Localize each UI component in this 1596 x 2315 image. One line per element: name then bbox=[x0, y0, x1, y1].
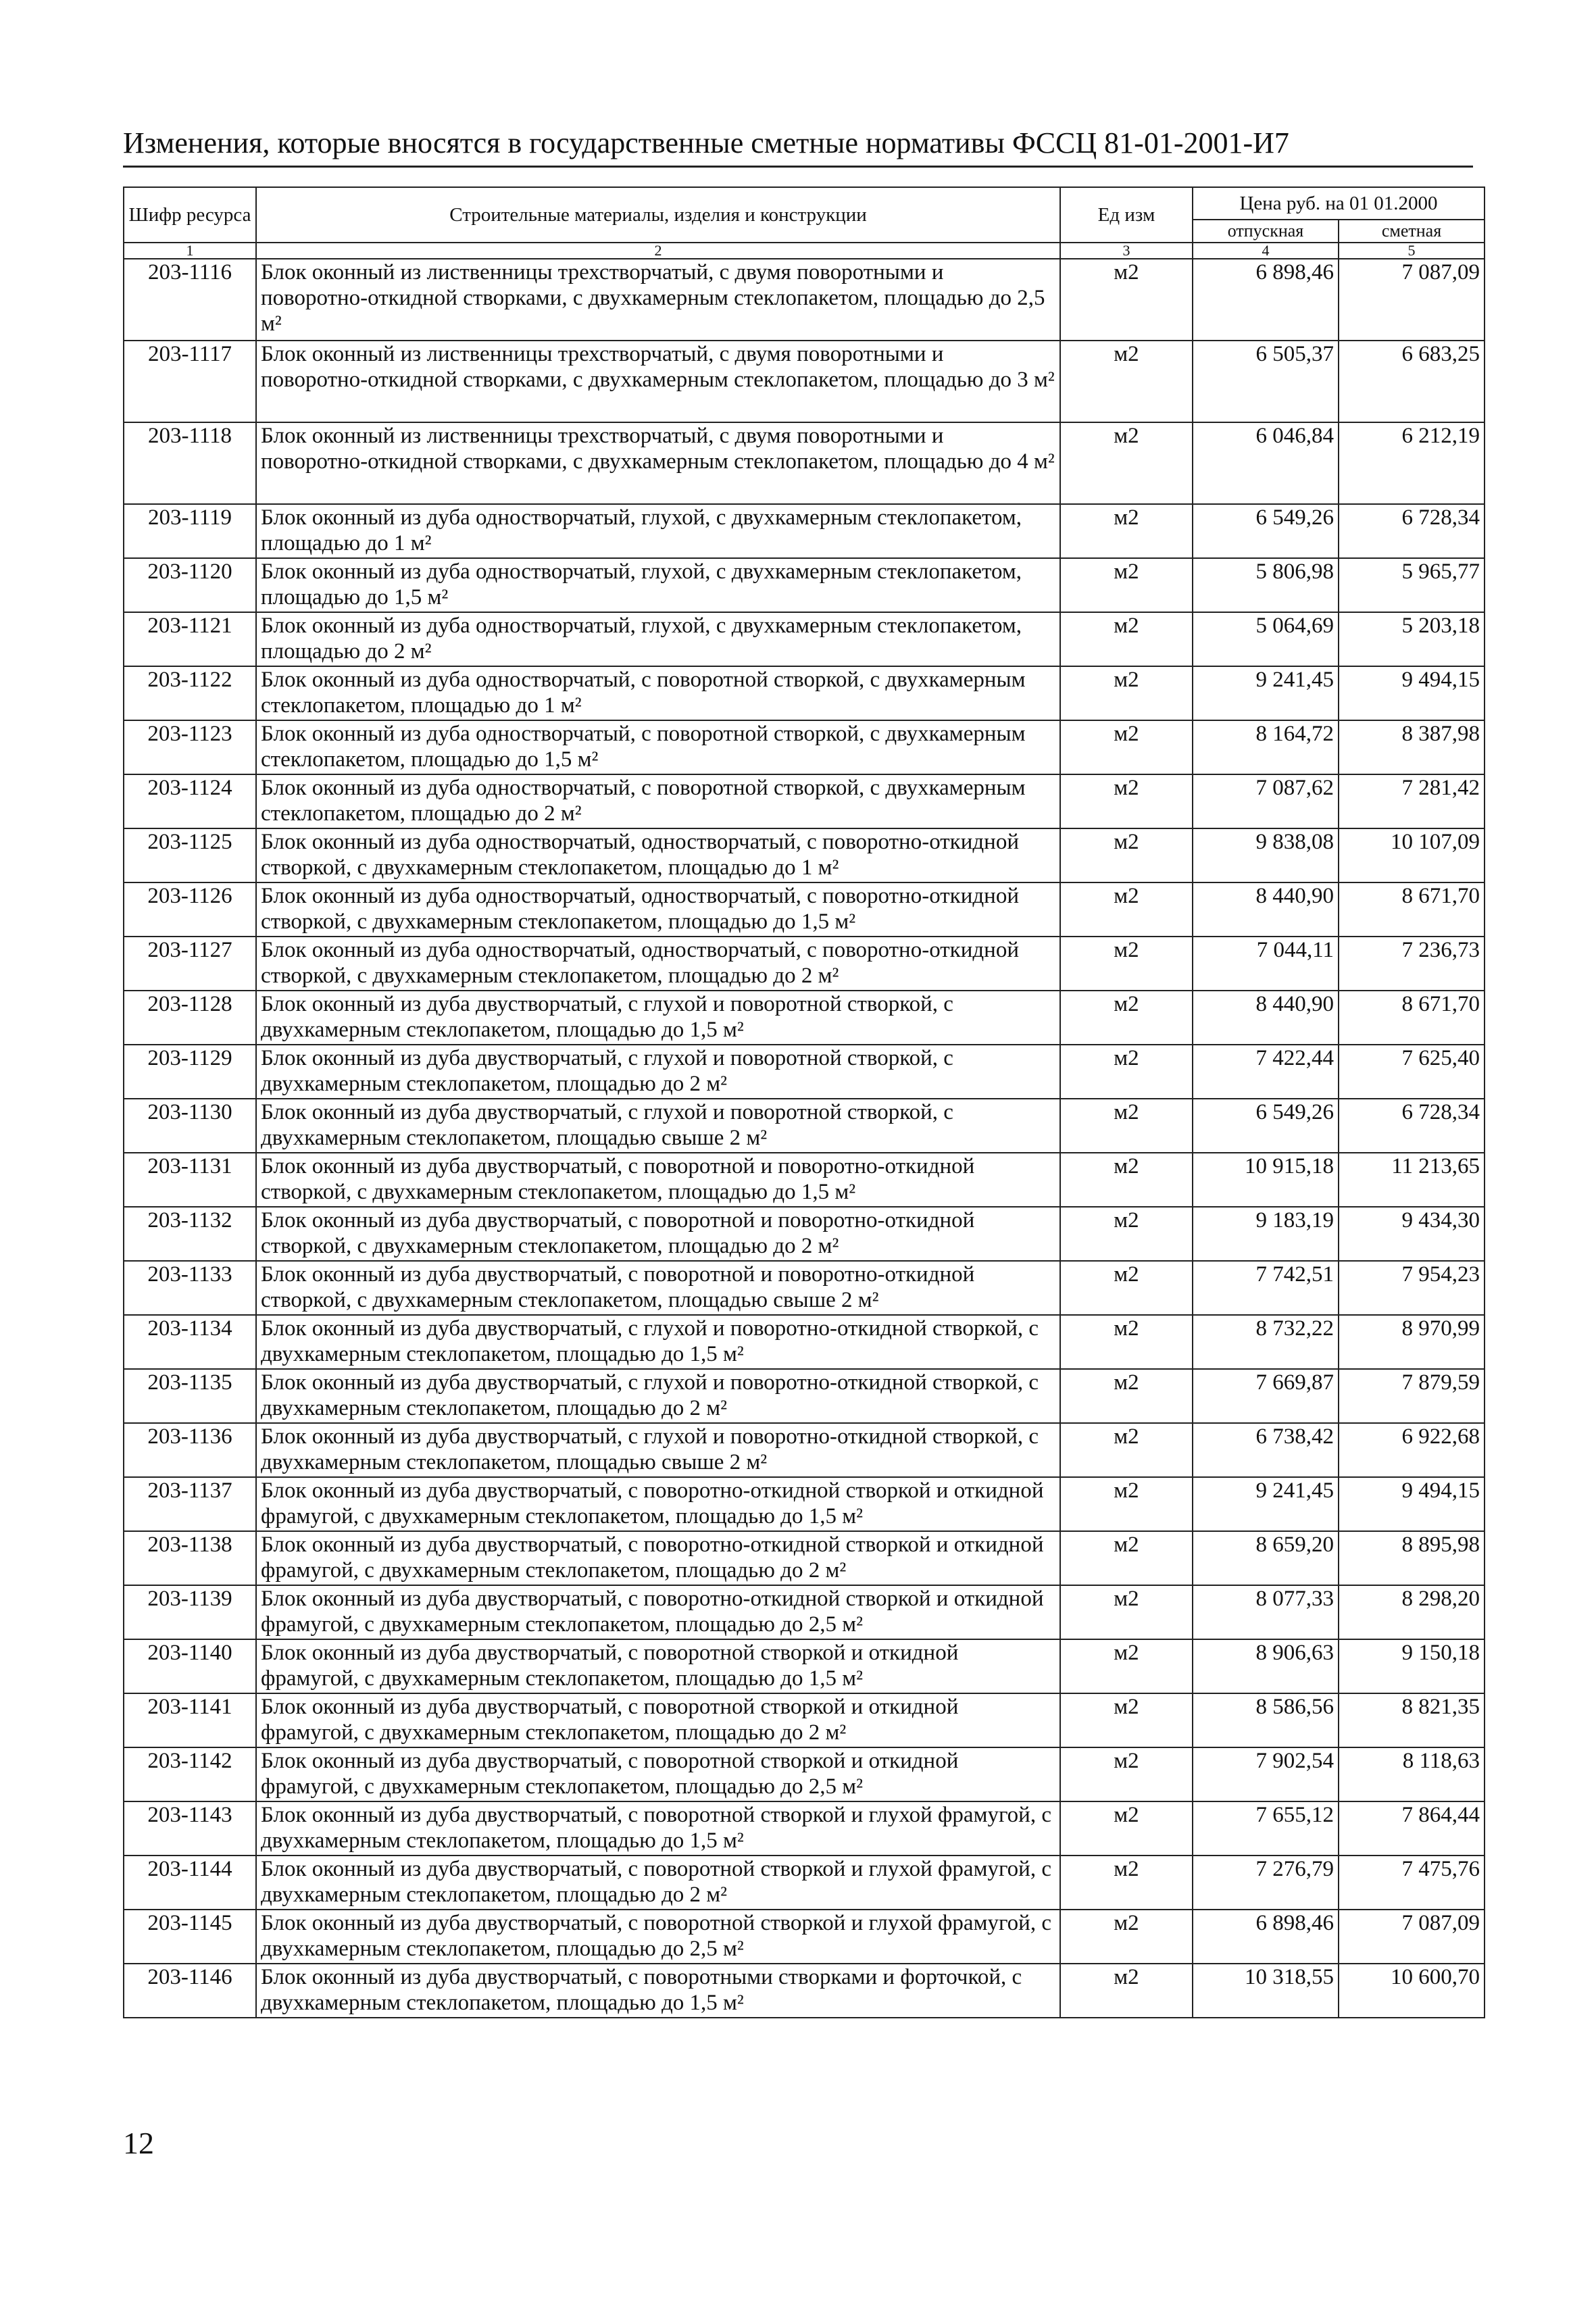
resource-code-cell: 203-1127 bbox=[124, 937, 256, 991]
table-row bbox=[124, 1747, 1485, 1801]
table-row bbox=[124, 558, 1485, 612]
material-name-cell: Блок оконный из дуба двустворчатый, с поворотно-откидной створкой и откидной фрамугой, с двухкамерным стеклопакетом, площадью до 2 м² bbox=[256, 1531, 1060, 1585]
col-number: 1 bbox=[124, 243, 256, 259]
estimate-price-cell: 5 965,77 bbox=[1339, 558, 1485, 612]
table-row bbox=[124, 1153, 1485, 1207]
resource-code-cell: 203-1130 bbox=[124, 1099, 256, 1153]
resource-code-cell: 203-1139 bbox=[124, 1585, 256, 1639]
estimate-price-cell: 6 212,19 bbox=[1339, 422, 1485, 504]
table-row bbox=[124, 1045, 1485, 1099]
unit-cell: м2 bbox=[1060, 1423, 1193, 1477]
unit-cell: м2 bbox=[1060, 1477, 1193, 1531]
release-price-cell: 10 915,18 bbox=[1193, 1153, 1339, 1207]
unit-cell: м2 bbox=[1060, 1153, 1193, 1207]
resource-code-cell: 203-1138 bbox=[124, 1531, 256, 1585]
page-number: 12 bbox=[123, 2126, 154, 2160]
table-row bbox=[124, 1315, 1485, 1369]
material-name-cell: Блок оконный из дуба двустворчатый, с глухой и поворотной створкой, с двухкамерным стеклопакетом, площадью до 2 м² bbox=[256, 1045, 1060, 1099]
estimate-price-cell: 11 213,65 bbox=[1339, 1153, 1485, 1207]
material-name-cell: Блок оконный из дуба двустворчатый, с поворотно-откидной створкой и откидной фрамугой, с двухкамерным стеклопакетом, площадью до 2,5 м² bbox=[256, 1585, 1060, 1639]
unit-cell: м2 bbox=[1060, 1099, 1193, 1153]
material-name-cell: Блок оконный из дуба двустворчатый, с поворотной и поворотно-откидной створкой, с двухкамерным стеклопакетом, площадью до 1,5 м² bbox=[256, 1153, 1060, 1207]
unit-cell: м2 bbox=[1060, 422, 1193, 504]
table-row bbox=[124, 828, 1485, 882]
resource-code-cell: 203-1135 bbox=[124, 1369, 256, 1423]
resource-code-cell: 203-1137 bbox=[124, 1477, 256, 1531]
estimate-price-cell: 8 671,70 bbox=[1339, 882, 1485, 937]
unit-cell: м2 bbox=[1060, 991, 1193, 1045]
unit-cell: м2 bbox=[1060, 259, 1193, 341]
material-name-cell: Блок оконный из дуба двустворчатый, с глухой и поворотно-откидной створкой, с двухкамерным стеклопакетом, площадью до 2 м² bbox=[256, 1369, 1060, 1423]
table-row bbox=[124, 259, 1485, 341]
estimate-price-cell: 8 671,70 bbox=[1339, 991, 1485, 1045]
estimate-price-cell: 8 895,98 bbox=[1339, 1531, 1485, 1585]
unit-cell: м2 bbox=[1060, 1207, 1193, 1261]
estimate-price-cell: 6 728,34 bbox=[1339, 504, 1485, 558]
material-name-cell: Блок оконный из дуба двустворчатый, с поворотной створкой и глухой фрамугой, с двухкамерным стеклопакетом, площадью до 1,5 м² bbox=[256, 1801, 1060, 1856]
release-price-cell: 8 164,72 bbox=[1193, 720, 1339, 774]
release-price-cell: 6 549,26 bbox=[1193, 504, 1339, 558]
release-price-cell: 8 586,56 bbox=[1193, 1693, 1339, 1747]
estimate-price-cell: 7 954,23 bbox=[1339, 1261, 1485, 1315]
estimate-price-cell: 9 494,15 bbox=[1339, 1477, 1485, 1531]
table-row bbox=[124, 1585, 1485, 1639]
release-price-cell: 5 064,69 bbox=[1193, 612, 1339, 666]
material-name-cell: Блок оконный из дуба одностворчатый, одностворчатый, с поворотно-откидной створкой, с двухкамерным стеклопакетом, площадью до 1,5 м² bbox=[256, 882, 1060, 937]
release-price-cell: 7 087,62 bbox=[1193, 774, 1339, 828]
resource-code-cell: 203-1144 bbox=[124, 1856, 256, 1910]
estimate-price-cell: 10 107,09 bbox=[1339, 828, 1485, 882]
material-name-cell: Блок оконный из дуба двустворчатый, с глухой и поворотной створкой, с двухкамерным стеклопакетом, площадью до 1,5 м² bbox=[256, 991, 1060, 1045]
material-name-cell: Блок оконный из лиственницы трехстворчатый, с двумя поворотными и поворотно-откидной створками, с двухкамерным стеклопакетом, площадью до 4 м² bbox=[256, 422, 1060, 504]
unit-cell: м2 bbox=[1060, 937, 1193, 991]
resource-code-cell: 203-1124 bbox=[124, 774, 256, 828]
release-price-cell: 6 898,46 bbox=[1193, 259, 1339, 341]
release-price-cell: 7 902,54 bbox=[1193, 1747, 1339, 1801]
estimate-price-cell: 6 683,25 bbox=[1339, 341, 1485, 422]
material-name-cell: Блок оконный из дуба двустворчатый, с глухой и поворотной створкой, с двухкамерным стеклопакетом, площадью свыше 2 м² bbox=[256, 1099, 1060, 1153]
release-price-cell: 8 440,90 bbox=[1193, 882, 1339, 937]
unit-cell: м2 bbox=[1060, 828, 1193, 882]
table-row bbox=[124, 991, 1485, 1045]
resource-code-cell: 203-1145 bbox=[124, 1910, 256, 1964]
material-name-cell: Блок оконный из дуба двустворчатый, с глухой и поворотно-откидной створкой, с двухкамерным стеклопакетом, площадью свыше 2 м² bbox=[256, 1423, 1060, 1477]
resource-code-cell: 203-1143 bbox=[124, 1801, 256, 1856]
material-name-cell: Блок оконный из дуба двустворчатый, с поворотной створкой и откидной фрамугой, с двухкамерным стеклопакетом, площадью до 2 м² bbox=[256, 1693, 1060, 1747]
unit-cell: м2 bbox=[1060, 1693, 1193, 1747]
unit-cell: м2 bbox=[1060, 1856, 1193, 1910]
col-number: 3 bbox=[1060, 243, 1193, 259]
estimate-price-cell: 7 087,09 bbox=[1339, 1910, 1485, 1964]
col-price-header: Цена руб. на 01 01.2000 bbox=[1193, 187, 1485, 220]
unit-cell: м2 bbox=[1060, 1964, 1193, 2018]
resource-code-cell: 203-1140 bbox=[124, 1639, 256, 1693]
estimate-price-cell: 5 203,18 bbox=[1339, 612, 1485, 666]
release-price-cell: 7 044,11 bbox=[1193, 937, 1339, 991]
estimate-price-cell: 8 970,99 bbox=[1339, 1315, 1485, 1369]
resource-code-cell: 203-1142 bbox=[124, 1747, 256, 1801]
col-number: 4 bbox=[1193, 243, 1339, 259]
release-price-cell: 6 738,42 bbox=[1193, 1423, 1339, 1477]
unit-cell: м2 bbox=[1060, 1585, 1193, 1639]
table-row bbox=[124, 774, 1485, 828]
table-row bbox=[124, 1261, 1485, 1315]
material-name-cell: Блок оконный из дуба двустворчатый, с поворотной и поворотно-откидной створкой, с двухкамерным стеклопакетом, площадью до 2 м² bbox=[256, 1207, 1060, 1261]
resource-code-cell: 203-1134 bbox=[124, 1315, 256, 1369]
material-name-cell: Блок оконный из дуба двустворчатый, с поворотной створкой и глухой фрамугой, с двухкамерным стеклопакетом, площадью до 2,5 м² bbox=[256, 1910, 1060, 1964]
resource-code-cell: 203-1122 bbox=[124, 666, 256, 720]
unit-cell: м2 bbox=[1060, 666, 1193, 720]
release-price-cell: 6 505,37 bbox=[1193, 341, 1339, 422]
unit-cell: м2 bbox=[1060, 882, 1193, 937]
material-name-cell: Блок оконный из дуба двустворчатый, с поворотной створкой и откидной фрамугой, с двухкамерным стеклопакетом, площадью до 2,5 м² bbox=[256, 1747, 1060, 1801]
estimate-price-cell: 7 475,76 bbox=[1339, 1856, 1485, 1910]
release-price-cell: 8 440,90 bbox=[1193, 991, 1339, 1045]
material-name-cell: Блок оконный из дуба двустворчатый, с глухой и поворотно-откидной створкой, с двухкамерным стеклопакетом, площадью до 1,5 м² bbox=[256, 1315, 1060, 1369]
unit-cell: м2 bbox=[1060, 1531, 1193, 1585]
unit-cell: м2 bbox=[1060, 1801, 1193, 1856]
unit-cell: м2 bbox=[1060, 1747, 1193, 1801]
release-price-cell: 9 183,19 bbox=[1193, 1207, 1339, 1261]
resource-code-cell: 203-1132 bbox=[124, 1207, 256, 1261]
release-price-cell: 10 318,55 bbox=[1193, 1964, 1339, 2018]
unit-cell: м2 bbox=[1060, 558, 1193, 612]
release-price-cell: 7 276,79 bbox=[1193, 1856, 1339, 1910]
resource-code-cell: 203-1123 bbox=[124, 720, 256, 774]
table-row bbox=[124, 1423, 1485, 1477]
resource-code-cell: 203-1126 bbox=[124, 882, 256, 937]
material-name-cell: Блок оконный из дуба одностворчатый, с поворотной створкой, с двухкамерным стеклопакетом, площадью до 1,5 м² bbox=[256, 720, 1060, 774]
resource-code-cell: 203-1116 bbox=[124, 259, 256, 341]
table-row bbox=[124, 1369, 1485, 1423]
material-name-cell: Блок оконный из дуба двустворчатый, с поворотной створкой и глухой фрамугой, с двухкамерным стеклопакетом, площадью до 2 м² bbox=[256, 1856, 1060, 1910]
col-number: 2 bbox=[256, 243, 1060, 259]
material-name-cell: Блок оконный из дуба одностворчатый, глухой, с двухкамерным стеклопакетом, площадью до 1,5 м² bbox=[256, 558, 1060, 612]
release-price-cell: 9 241,45 bbox=[1193, 1477, 1339, 1531]
unit-cell: м2 bbox=[1060, 612, 1193, 666]
table-row bbox=[124, 612, 1485, 666]
material-name-cell: Блок оконный из дуба двустворчатый, с поворотными створками и форточкой, с двухкамерным стеклопакетом, площадью до 1,5 м² bbox=[256, 1964, 1060, 2018]
unit-cell: м2 bbox=[1060, 504, 1193, 558]
release-price-cell: 6 898,46 bbox=[1193, 1910, 1339, 1964]
table-row bbox=[124, 1207, 1485, 1261]
release-price-cell: 8 659,20 bbox=[1193, 1531, 1339, 1585]
material-name-cell: Блок оконный из дуба двустворчатый, с поворотной створкой и откидной фрамугой, с двухкамерным стеклопакетом, площадью до 1,5 м² bbox=[256, 1639, 1060, 1693]
estimate-price-cell: 9 434,30 bbox=[1339, 1207, 1485, 1261]
resource-code-cell: 203-1129 bbox=[124, 1045, 256, 1099]
estimate-price-cell: 9 494,15 bbox=[1339, 666, 1485, 720]
release-price-cell: 7 655,12 bbox=[1193, 1801, 1339, 1856]
table-row bbox=[124, 1801, 1485, 1856]
resource-code-cell: 203-1118 bbox=[124, 422, 256, 504]
unit-cell: м2 bbox=[1060, 1045, 1193, 1099]
release-price-cell: 9 838,08 bbox=[1193, 828, 1339, 882]
table-row bbox=[124, 1477, 1485, 1531]
estimate-price-cell: 7 087,09 bbox=[1339, 259, 1485, 341]
release-price-cell: 7 422,44 bbox=[1193, 1045, 1339, 1099]
estimate-price-cell: 7 236,73 bbox=[1339, 937, 1485, 991]
estimate-price-cell: 6 728,34 bbox=[1339, 1099, 1485, 1153]
release-price-cell: 6 046,84 bbox=[1193, 422, 1339, 504]
estimate-price-cell: 6 922,68 bbox=[1339, 1423, 1485, 1477]
resource-code-cell: 203-1141 bbox=[124, 1693, 256, 1747]
resource-code-cell: 203-1117 bbox=[124, 341, 256, 422]
table-row bbox=[124, 1099, 1485, 1153]
table-row bbox=[124, 1910, 1485, 1964]
header-rule bbox=[123, 166, 1473, 168]
table-row bbox=[124, 504, 1485, 558]
unit-cell: м2 bbox=[1060, 774, 1193, 828]
col-release-header: отпускная bbox=[1193, 220, 1339, 243]
table-row bbox=[124, 1531, 1485, 1585]
estimate-price-cell: 7 879,59 bbox=[1339, 1369, 1485, 1423]
unit-cell: м2 bbox=[1060, 1639, 1193, 1693]
page-header: Изменения, которые вносятся в государственные сметные нормативы ФССЦ 81-01-2001-И7 bbox=[123, 126, 1289, 159]
table-row bbox=[124, 1693, 1485, 1747]
resource-code-cell: 203-1120 bbox=[124, 558, 256, 612]
material-name-cell: Блок оконный из дуба одностворчатый, глухой, с двухкамерным стеклопакетом, площадью до 2 м² bbox=[256, 612, 1060, 666]
resource-code-cell: 203-1136 bbox=[124, 1423, 256, 1477]
resource-code-cell: 203-1125 bbox=[124, 828, 256, 882]
table-row bbox=[124, 1856, 1485, 1910]
table-row bbox=[124, 882, 1485, 937]
unit-cell: м2 bbox=[1060, 720, 1193, 774]
col-estimate-header: сметная bbox=[1339, 220, 1485, 243]
material-name-cell: Блок оконный из лиственницы трехстворчатый, с двумя поворотными и поворотно-откидной створками, с двухкамерным стеклопакетом, площадью до 3 м² bbox=[256, 341, 1060, 422]
price-table bbox=[123, 186, 1485, 2018]
unit-cell: м2 bbox=[1060, 1261, 1193, 1315]
resource-code-cell: 203-1128 bbox=[124, 991, 256, 1045]
estimate-price-cell: 10 600,70 bbox=[1339, 1964, 1485, 2018]
estimate-price-cell: 8 118,63 bbox=[1339, 1747, 1485, 1801]
material-name-cell: Блок оконный из дуба двустворчатый, с поворотно-откидной створкой и откидной фрамугой, с двухкамерным стеклопакетом, площадью до 1,5 м² bbox=[256, 1477, 1060, 1531]
table-row bbox=[124, 666, 1485, 720]
material-name-cell: Блок оконный из дуба двустворчатый, с поворотной и поворотно-откидной створкой, с двухкамерным стеклопакетом, площадью свыше 2 м² bbox=[256, 1261, 1060, 1315]
resource-code-cell: 203-1146 bbox=[124, 1964, 256, 2018]
table-row bbox=[124, 422, 1485, 504]
table-row bbox=[124, 1639, 1485, 1693]
estimate-price-cell: 7 864,44 bbox=[1339, 1801, 1485, 1856]
table-row bbox=[124, 720, 1485, 774]
resource-code-cell: 203-1121 bbox=[124, 612, 256, 666]
table-row bbox=[124, 1964, 1485, 2018]
col-number: 5 bbox=[1339, 243, 1485, 259]
estimate-price-cell: 9 150,18 bbox=[1339, 1639, 1485, 1693]
estimate-price-cell: 8 387,98 bbox=[1339, 720, 1485, 774]
material-name-cell: Блок оконный из дуба одностворчатый, глухой, с двухкамерным стеклопакетом, площадью до 1 м² bbox=[256, 504, 1060, 558]
release-price-cell: 7 742,51 bbox=[1193, 1261, 1339, 1315]
table-row bbox=[124, 937, 1485, 991]
unit-cell: м2 bbox=[1060, 341, 1193, 422]
material-name-cell: Блок оконный из дуба одностворчатый, с поворотной створкой, с двухкамерным стеклопакетом, площадью до 2 м² bbox=[256, 774, 1060, 828]
col-code-header: Шифр ресурса bbox=[124, 187, 256, 243]
estimate-price-cell: 7 625,40 bbox=[1339, 1045, 1485, 1099]
release-price-cell: 7 669,87 bbox=[1193, 1369, 1339, 1423]
col-name-header: Строительные материалы, изделия и конструкции bbox=[256, 187, 1060, 243]
estimate-price-cell: 8 298,20 bbox=[1339, 1585, 1485, 1639]
unit-cell: м2 bbox=[1060, 1910, 1193, 1964]
col-unit-header: Ед изм bbox=[1060, 187, 1193, 243]
material-name-cell: Блок оконный из лиственницы трехстворчатый, с двумя поворотными и поворотно-откидной створками, с двухкамерным стеклопакетом, площадью до 2,5 м² bbox=[256, 259, 1060, 341]
release-price-cell: 8 732,22 bbox=[1193, 1315, 1339, 1369]
release-price-cell: 6 549,26 bbox=[1193, 1099, 1339, 1153]
resource-code-cell: 203-1119 bbox=[124, 504, 256, 558]
estimate-price-cell: 8 821,35 bbox=[1339, 1693, 1485, 1747]
release-price-cell: 8 906,63 bbox=[1193, 1639, 1339, 1693]
material-name-cell: Блок оконный из дуба одностворчатый, одностворчатый, с поворотно-откидной створкой, с двухкамерным стеклопакетом, площадью до 1 м² bbox=[256, 828, 1060, 882]
material-name-cell: Блок оконный из дуба одностворчатый, с поворотной створкой, с двухкамерным стеклопакетом, площадью до 1 м² bbox=[256, 666, 1060, 720]
table-row bbox=[124, 341, 1485, 422]
release-price-cell: 5 806,98 bbox=[1193, 558, 1339, 612]
material-name-cell: Блок оконный из дуба одностворчатый, одностворчатый, с поворотно-откидной створкой, с двухкамерным стеклопакетом, площадью до 2 м² bbox=[256, 937, 1060, 991]
unit-cell: м2 bbox=[1060, 1369, 1193, 1423]
resource-code-cell: 203-1133 bbox=[124, 1261, 256, 1315]
release-price-cell: 8 077,33 bbox=[1193, 1585, 1339, 1639]
estimate-price-cell: 7 281,42 bbox=[1339, 774, 1485, 828]
unit-cell: м2 bbox=[1060, 1315, 1193, 1369]
resource-code-cell: 203-1131 bbox=[124, 1153, 256, 1207]
release-price-cell: 9 241,45 bbox=[1193, 666, 1339, 720]
